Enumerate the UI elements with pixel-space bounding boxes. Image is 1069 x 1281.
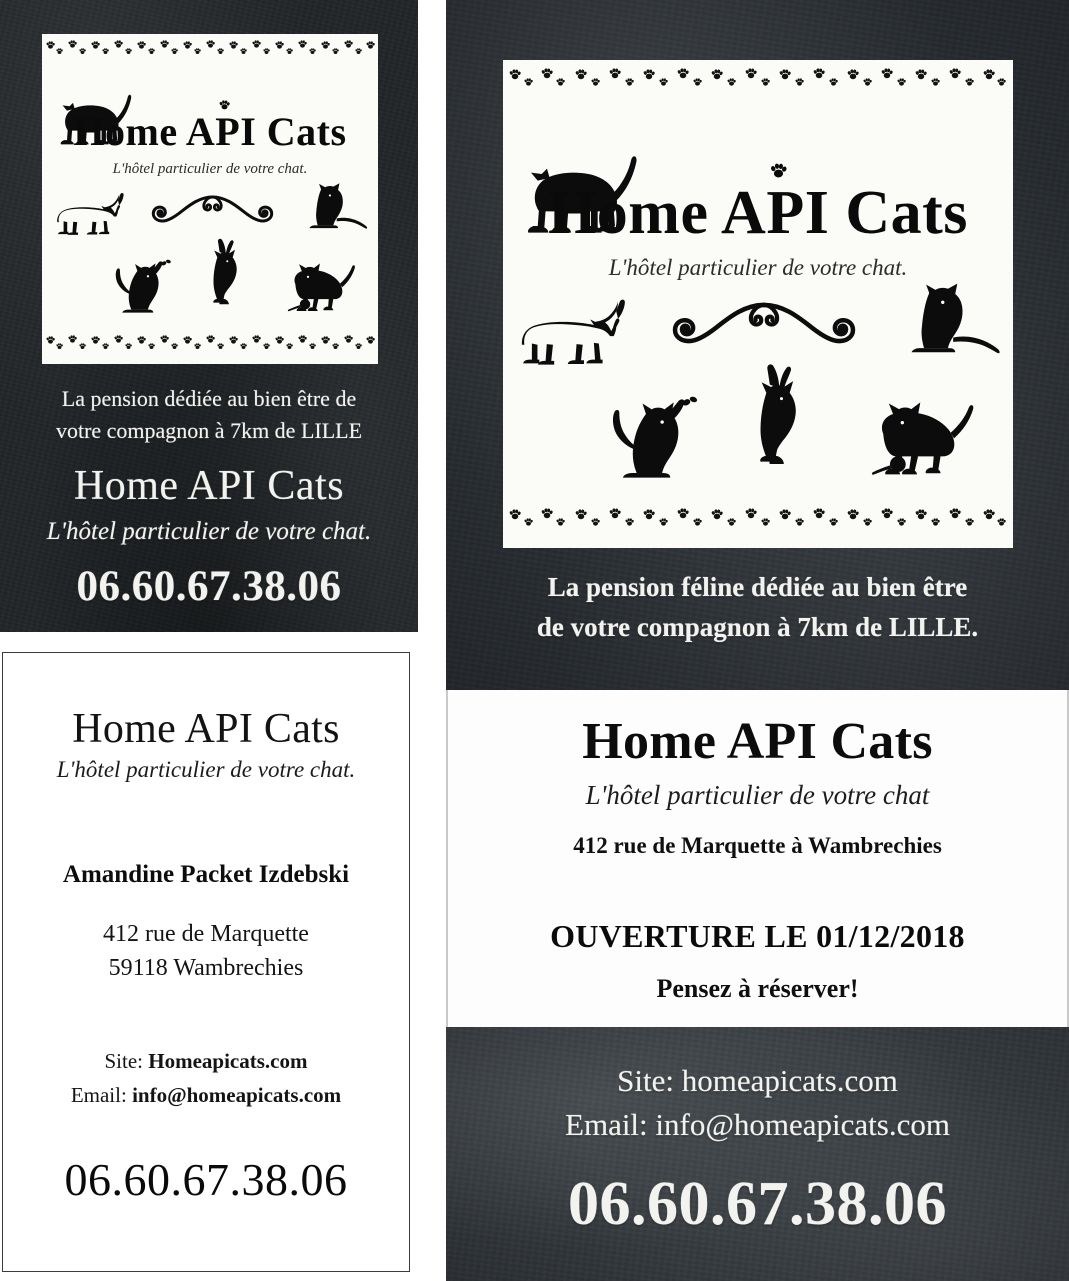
business-card xyxy=(2,652,410,1272)
cat-sitting-icon-small xyxy=(300,182,368,232)
small-flyer-phone: 06.60.67.38.06 xyxy=(76,563,342,610)
business-card-address-line1: 412 rue de Marquette xyxy=(103,921,309,947)
white-band-address: 412 rue de Marquette à Wambrechies xyxy=(573,833,942,858)
scroll-flourish-divider-icon-large xyxy=(625,294,903,352)
small-flyer-tagline: L'hôtel particulier de votre chat. xyxy=(46,518,372,545)
business-card-title: Home API Cats xyxy=(72,706,340,752)
business-card-address-line2: 59118 Wambrechies xyxy=(108,955,304,981)
large-flyer-pitch-line1: La pension féline dédiée au bien être xyxy=(547,572,968,602)
large-flyer-footer xyxy=(446,1027,1069,1281)
paw-border-bottom-large xyxy=(503,508,1013,532)
paw-border-top-small xyxy=(42,40,378,62)
cat-walking-icon-large xyxy=(517,298,641,368)
logo-tagline-small: L'hôtel particulier de votre chat. xyxy=(112,161,308,177)
logo-wordmark-large xyxy=(503,179,1013,247)
paw-print-dot-icon-large xyxy=(770,163,787,180)
business-card-email-value[interactable]: info@homeapicats.com xyxy=(132,1083,342,1107)
logo-wordmark-post: Cats xyxy=(829,179,968,247)
paw-border-bottom-small xyxy=(42,335,378,357)
left-column xyxy=(0,0,418,1281)
footer-phone: 06.60.67.38.06 xyxy=(568,1170,947,1238)
business-card-site xyxy=(3,1049,409,1074)
cat-playing-butterfly-icon-small xyxy=(104,259,176,317)
cat-with-ball-icon-small xyxy=(282,262,360,314)
white-band-tagline: L'hôtel particulier de votre chat xyxy=(585,780,930,810)
logo-wordmark-small xyxy=(42,109,378,154)
small-flyer-title: Home API Cats xyxy=(73,463,345,509)
large-flyer-white-band xyxy=(446,690,1069,1027)
logo-card-small xyxy=(42,34,378,364)
cat-sitting-icon-large xyxy=(897,282,1001,358)
business-card-tagline: L'hôtel particulier de votre chat. xyxy=(56,757,356,782)
large-flyer-pitch-line2: de votre compagnon à 7km de LILLE. xyxy=(536,612,979,642)
business-card-owner: Amandine Packet Izdebski xyxy=(62,861,350,888)
footer-site[interactable]: Site: homeapicats.com xyxy=(617,1063,898,1098)
business-card-email-label: Email: xyxy=(70,1083,133,1107)
logo-wordmark-i: I xyxy=(804,179,830,247)
white-band-title: Home API Cats xyxy=(582,713,933,770)
small-flyer-pitch-line1: La pension dédiée au bien être de xyxy=(61,386,357,411)
small-flyer xyxy=(0,0,418,632)
white-band-opening: OUVERTURE LE 01/12/2018 xyxy=(550,918,965,954)
footer-email[interactable]: Email: info@homeapicats.com xyxy=(565,1107,950,1142)
logo-tagline-large: L'hôtel particulier de votre chat. xyxy=(608,255,908,280)
logo-wordmark-pre: Home AP xyxy=(548,179,805,247)
business-card-phone: 06.60.67.38.06 xyxy=(64,1154,348,1205)
paw-border-top-large xyxy=(503,68,1013,92)
logo-wordmark-post: Cats xyxy=(256,109,347,154)
business-card-site-value[interactable]: Homeapicats.com xyxy=(148,1049,308,1073)
scroll-flourish-divider-icon-small xyxy=(120,189,305,229)
white-band-cta: Pensez à réserver! xyxy=(656,974,859,1003)
business-card-email xyxy=(3,1083,409,1108)
logo-wordmark-pre: Home AP xyxy=(73,109,241,154)
cat-with-ball-icon-large xyxy=(863,400,981,479)
large-flyer-top xyxy=(446,0,1069,690)
cat-jumping-icon-large xyxy=(743,362,813,468)
small-flyer-pitch-line2: votre compagnon à 7km de LILLE xyxy=(55,418,363,443)
right-column xyxy=(446,0,1069,1281)
logo-card-large xyxy=(503,60,1013,548)
cat-jumping-icon-small xyxy=(202,237,248,307)
cat-walking-icon-small xyxy=(54,192,134,237)
logo-wordmark-i: I xyxy=(240,109,257,154)
business-card-site-label: Site: xyxy=(104,1049,149,1073)
cat-playing-butterfly-icon-large xyxy=(595,396,705,484)
